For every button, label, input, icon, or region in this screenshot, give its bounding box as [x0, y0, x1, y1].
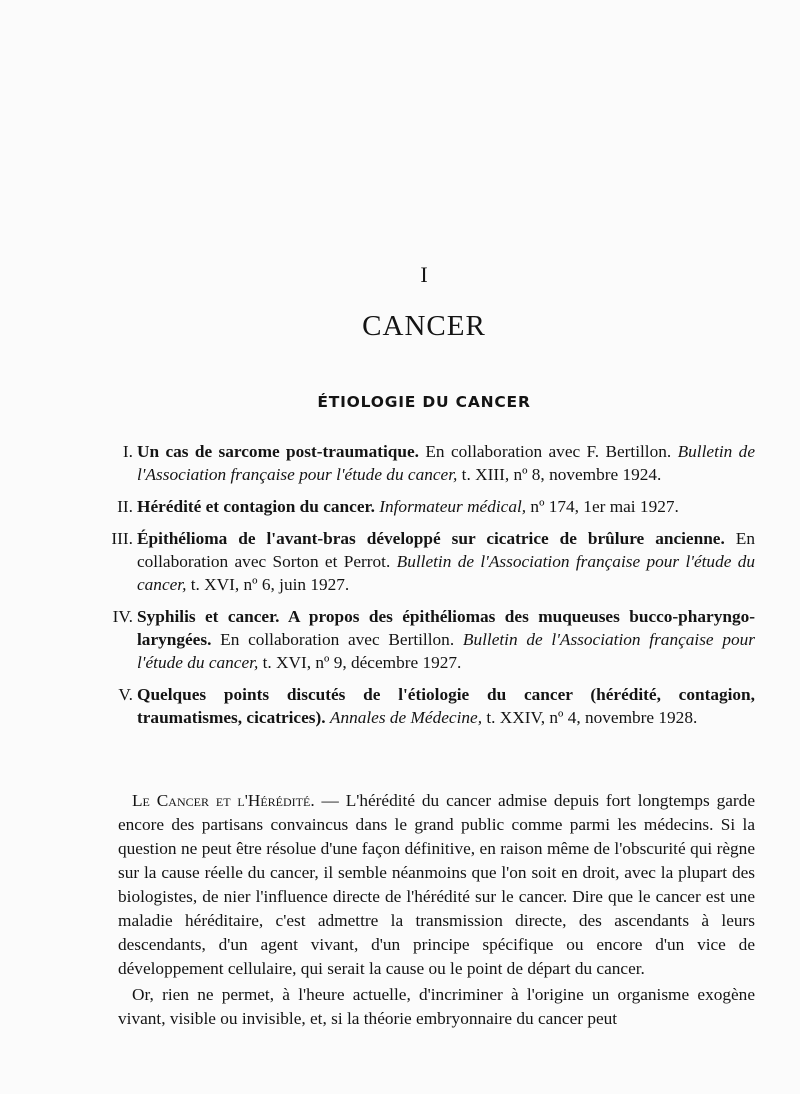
reference-item: [100, 605, 755, 674]
reference-item: [100, 683, 755, 729]
reference-title: Syphilis et cancer. A propos des épithéliomas des muqueuses bucco-pharyngo-laryngées.: [137, 607, 755, 649]
bleed-through-background: [90, 100, 780, 210]
body-paragraph: Or, rien ne permet, à l'heure actuelle, d'incriminer à l'origine un organisme exogène vivant, visible ou invisible, et, si la théorie embryonnaire du cancer peut: [118, 985, 755, 1028]
section-heading: ÉTIOLOGIE DU CANCER: [317, 393, 531, 411]
reference-title: Hérédité et contagion du cancer.: [137, 497, 375, 516]
reference-collaboration: En collaboration avec F. Bertillon.: [419, 442, 678, 461]
reference-list: [100, 440, 755, 738]
paragraph-text: — L'hérédité du cancer admise depuis fort longtemps garde encore des partisans convaincus dans le grand public comme parmi les médecins. Si la question ne peut être résolue d'une façon définitive, en raison même de l'obscurité qui règne sur la cause réelle du cancer, il semble néanmoins que l'on soit en droit, avec la plupart des biologistes, de nier l'influence directe de l'hérédité sur le cancer. Dire que le cancer est une maladie héréditaire, c'est admettre la transmission directe, des ascendants à leurs descendants, d'un agent vivant, d'un principe spécifique ou encore d'un vice de développement cellulaire, qui serait la cause ou le point de départ du cancer.: [118, 791, 755, 978]
paragraph-lead-heading: Le Cancer et l'Hérédité.: [132, 791, 315, 810]
reference-item: [100, 440, 755, 486]
reference-number: V.: [118, 685, 133, 704]
reference-item: [100, 527, 755, 596]
reference-title: Quelques points discutés de l'étiologie du cancer (hérédité, contagion, traumatismes, cicatrices).: [137, 685, 755, 727]
reference-details: t. XIII, nº 8, novembre 1924.: [457, 465, 662, 484]
reference-journal: Bulletin de l'Association française pour l'étude du cancer,: [137, 442, 755, 484]
reference-details: t. XXIV, nº 4, novembre 1928.: [482, 708, 698, 727]
reference-journal: Bulletin de l'Association française pour l'étude du cancer,: [137, 552, 756, 594]
reference-details: nº 174, 1er mai 1927.: [526, 497, 679, 516]
reference-journal: Bulletin de l'Association française pour l'étude du cancer,: [137, 630, 755, 672]
reference-collaboration: En collaboration avec Sorton et Perrot.: [137, 529, 755, 571]
chapter-title: CANCER: [362, 310, 486, 342]
reference-journal: Informateur médical,: [379, 497, 527, 516]
reference-number: IV.: [112, 607, 133, 626]
body-paragraph: [118, 789, 755, 981]
reference-title: Un cas de sarcome post-traumatique.: [137, 442, 419, 461]
reference-journal: Annales de Médecine,: [329, 708, 483, 727]
reference-number: III.: [111, 529, 133, 548]
reference-details: t. XVI, nº 6, juin 1927.: [186, 575, 350, 594]
reference-details: t. XVI, nº 9, décembre 1927.: [258, 653, 462, 672]
chapter-number: I: [420, 262, 428, 287]
reference-collaboration: En collaboration avec Bertillon.: [211, 630, 463, 649]
body-text: [118, 789, 755, 1031]
reference-title: Épithélioma de l'avant-bras développé sur cicatrice de brûlure ancienne.: [137, 529, 725, 548]
reference-item: [100, 495, 755, 518]
reference-number: II.: [117, 497, 133, 516]
reference-number: I.: [122, 442, 133, 461]
